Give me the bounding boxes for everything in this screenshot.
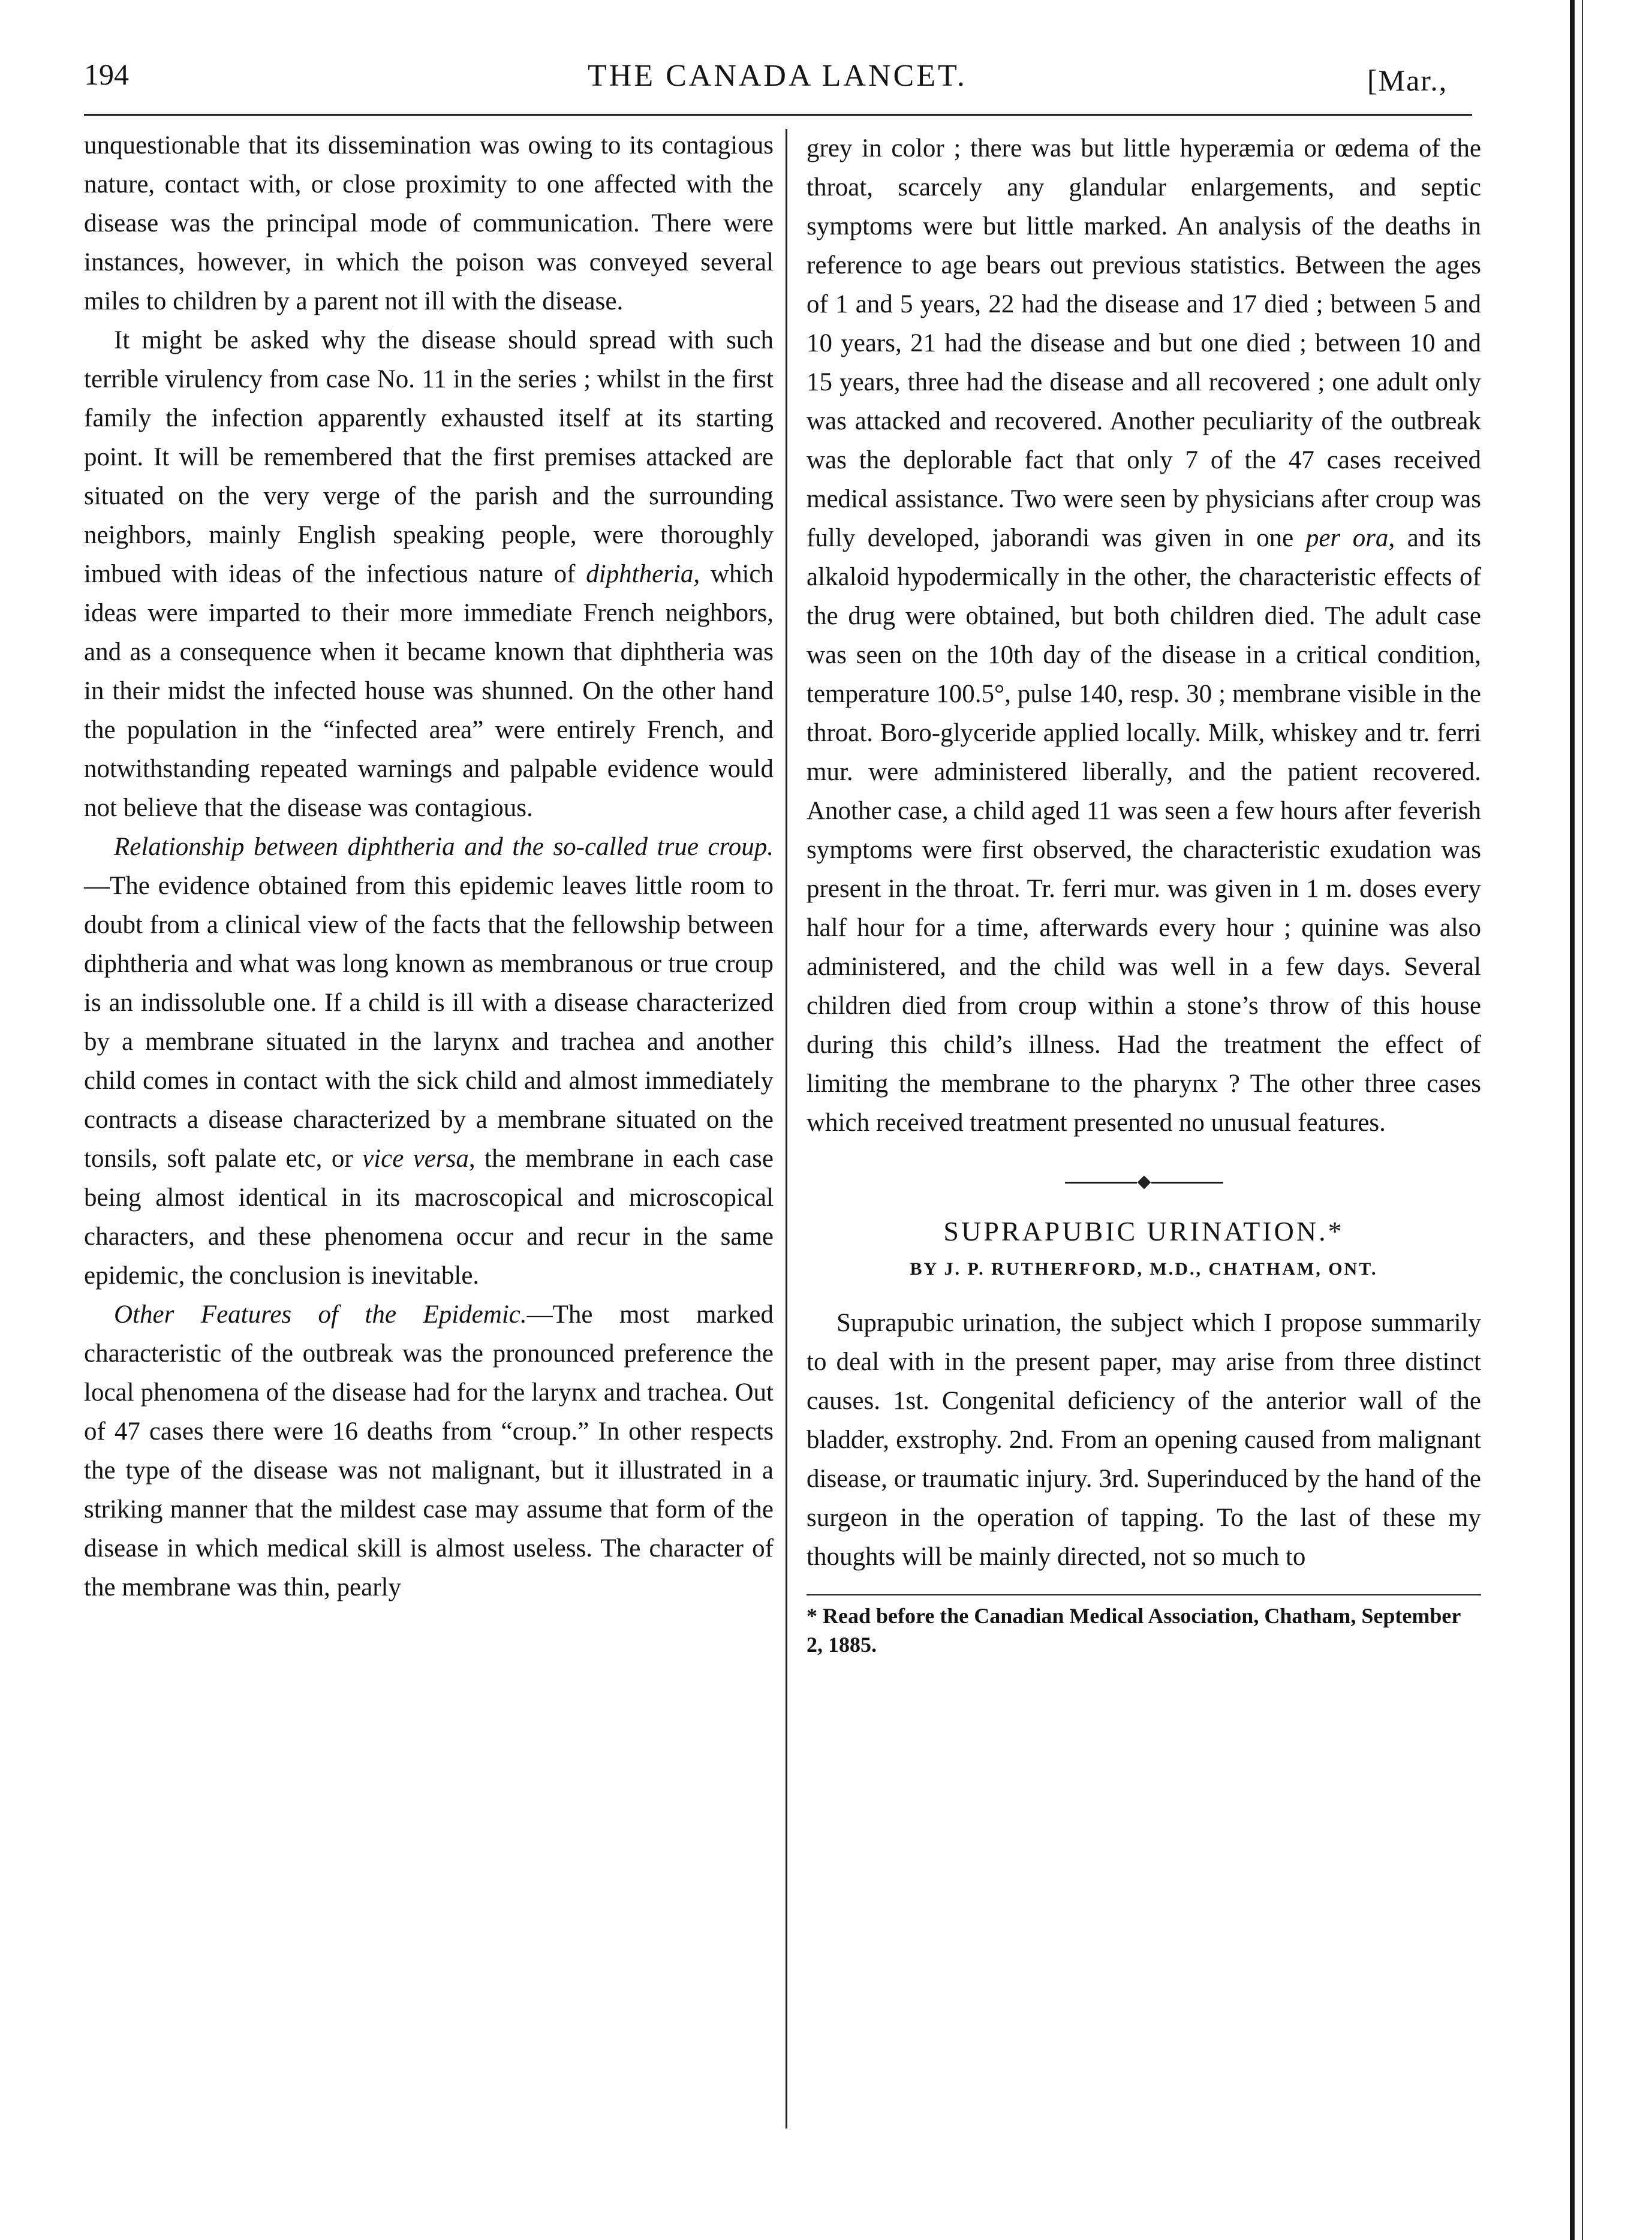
relationship-text-end: , the membrane in each case being almost identical in its macroscopical and microscopical characters, and these phenomena occur and recur in the same epidemic, the conclusion is inevitable. [84, 1145, 774, 1290]
paragraph-other-features [84, 1295, 774, 1607]
right-column [807, 129, 1481, 1659]
per-ora-italic: per ora [1305, 524, 1389, 552]
section-ornament [807, 1173, 1481, 1191]
diphtheria-italic: diphtheria [586, 560, 694, 588]
footnote: * Read before the Canadian Medical Association, Chatham, September 2, 1885. [807, 1604, 1461, 1657]
running-date: [Mar., [1367, 64, 1448, 97]
paragraph-contagion: unquestionable that its dissemination was owing to its contagious nature, contact with, or close proximity to one affected with the disease was the principal mode of communication. There were instances, however, in which the poison was conveyed several miles to children by a parent not ill with the disease. [84, 131, 774, 315]
other-features-heading: Other Features of the Epidemic. [114, 1300, 527, 1329]
paragraph-relationship [84, 827, 774, 1295]
analysis-text-end: , and its alkaloid hypodermically in the other, the characteristic effects of the drug were obtained, but both children died. The adult case was seen on the 10th day of the disease in a critical condition, temperature 100.5°, pulse 140, resp. 30 ; membrane visible in the throat. Boro-glyceride applied locally. Milk, whiskey and tr. ferri mur. were administered liberally, and the patient recovered. Another case, a child aged 11 was seen a few hours after feverish symptoms were first observed, the characteristic exudation was present in the throat. Tr. ferri mur. was given in 1 m. doses every half hour for a time, afterwards every hour ; quinine was also administered, and the child was well in a few days. Several children died from croup within a stone’s throw of this house during this child’s illness. Had the treatment the effect of limiting the membrane to the pharynx ? The other three cases which received treatment presented no unusual features. [807, 524, 1481, 1137]
paragraph-membrane-analysis [807, 129, 1481, 1142]
article-byline: BY J. P. RUTHERFORD, M.D., CHATHAM, ONT. [910, 1259, 1378, 1279]
page-binding-edge-thin [1582, 0, 1583, 2240]
running-title: THE CANADA LANCET. [588, 59, 967, 93]
other-features-text: —The most marked characteristic of the outbreak was the pronounced preference the local phenomena of the disease had for the larynx and trachea. Out of 47 cases there were 16 deaths from “croup.” In other respects the type of the disease was not malignant, but it illustrated in a striking manner that the mildest case may assume that form of the disease in which medical skill is almost useless. The character of the membrane was thin, pearly [84, 1300, 774, 1601]
footnote-rule [807, 1594, 1481, 1595]
left-column [84, 126, 774, 1607]
page-header [0, 57, 1559, 111]
page-number: 194 [84, 58, 129, 91]
ornament-diamond [1137, 1176, 1151, 1190]
relationship-heading: Relationship between diphtheria and the so-called true croup. [114, 833, 774, 861]
analysis-text-start: grey in color ; there was but little hyperæmia or œdema of the throat, scarcely any glandular enlargements, and septic symptoms were but little marked. An analysis of the deaths in reference to age bears out previous statistics. Between the ages of 1 and 5 years, 22 had the disease and 17 died ; between 5 and 10 years, 21 had the disease and but one died ; between 10 and 15 years, three had the disease and all recovered ; one adult only was attacked and recovered. Another peculiarity of the outbreak was the deplorable fact that only 7 of the 47 cases received medical assistance. Two were seen by physicians after croup was fully developed, jaborandi was given in one [807, 134, 1481, 552]
page-binding-edge [1570, 0, 1575, 2240]
paragraph-suprapubic-intro: Suprapubic urination, the subject which I propose summarily to deal with in the present paper, may arise from three distinct causes. 1st. Congenital deficiency of the anterior wall of the bladder, exstrophy. 2nd. From an opening caused from malignant disease, or traumatic injury. 3rd. Superinduced by the hand of the surgeon in the operation of tapping. To the last of these my thoughts will be mainly directed, not so much to [807, 1309, 1481, 1571]
virulency-text-end: , which ideas were imparted to their more immediate French neighbors, and as a consequence when it became known that diphtheria was in their midst the infected house was shunned. On the other hand the population in the “infected area” were entirely French, and notwithstanding repeated warnings and palpable evidence would not believe that the disease was contagious. [84, 560, 774, 822]
virulency-text-start: It might be asked why the disease should spread with such terrible virulency from case No. 11 in the series ; whilst in the first family the infection apparently exhausted itself at its starting point. It will be remembered that the first premises attacked are situated on the very verge of the parish and the surrounding neighbors, mainly English speaking people, were thoroughly imbued with ideas of the infectious nature of [84, 326, 774, 588]
paragraph-virulency [84, 321, 774, 827]
ornament-line-right [1151, 1182, 1223, 1184]
article-title: SUPRAPUBIC URINATION.* [943, 1216, 1344, 1247]
header-rule [84, 114, 1472, 116]
column-divider [786, 129, 787, 2128]
relationship-text-start: —The evidence obtained from this epidemic leaves little room to doubt from a clinical view of the facts that the fellowship between diphtheria and what was long known as membranous or true croup is an indissoluble one. If a child is ill with a disease characterized by a membrane situated in the larynx and trachea and another child comes in contact with the sick child and almost immediately contracts a disease characterized by a membrane situated on the tonsils, soft palate etc, or [84, 872, 774, 1173]
ornament-line-left [1065, 1182, 1137, 1184]
vice-versa-italic: vice versa [362, 1145, 469, 1173]
